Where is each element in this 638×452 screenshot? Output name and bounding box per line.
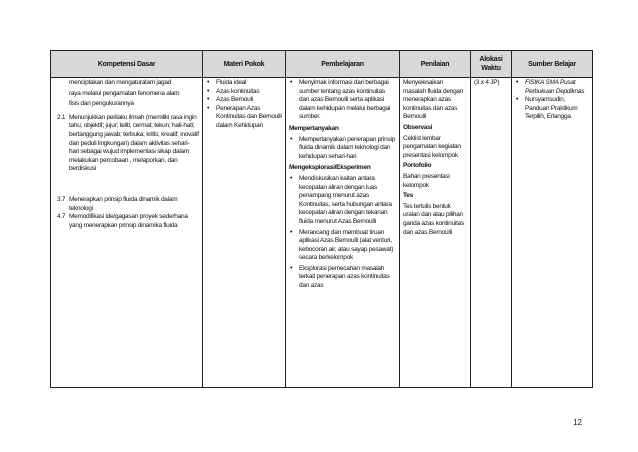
pembelajaran-item: • Menyimak informasi dari berbagai sumber tentang azas kontinuitas dan azas Bernoulli serta aplikasi dalam kehidupan melalui berbagai sumber. — [289, 79, 396, 122]
sumber-text: Nursyamsudin, Panduan Praktikum Terpilih, Erlangga — [525, 96, 578, 121]
kompetensi-continued-line: menciptakan dan mengaturalam jagad — [69, 79, 172, 86]
tes-heading: Tes — [403, 192, 413, 200]
sumber-item — [515, 96, 589, 122]
kompetensi-text: Memodifikasi ide/gagasan proyek sederhana yang menerapkan prinsip dinamika fluida — [69, 213, 188, 229]
content-row — [51, 78, 593, 388]
kompetensi-item — [57, 196, 199, 213]
materi-cell — [203, 78, 286, 388]
header-row — [51, 51, 593, 78]
pembelajaran-cell — [286, 78, 400, 388]
sumber-item — [515, 79, 589, 96]
alokasi-cell — [471, 78, 512, 388]
kompetensi-number: 4.7 — [57, 213, 66, 221]
page-number: 12 — [573, 418, 582, 427]
sumber-list — [515, 79, 589, 122]
header-kompetensi-dasar: Kompetensi Dasar — [51, 51, 203, 78]
materi-item: • Penerapan Azas Kontinuitas dan Bernoulli dalam Kehidupan — [206, 105, 282, 131]
penilaian-intro: Menyelesaikan masalah fluida dengan menerapkan azas kontinuitas dan azas Bernoulli — [403, 79, 464, 121]
materi-item: • Azas kontinuitas — [206, 88, 282, 97]
kompetensi-cell — [51, 78, 203, 388]
materi-item: • Azas Bernouli — [206, 96, 282, 105]
kompetensi-number: 3.7 — [57, 195, 66, 203]
kompetensi-continued-line: fisis dan pengukurannya — [69, 100, 134, 108]
materi-item: • Fluida ideal — [206, 79, 282, 88]
pembelajaran-item: • Mempertanyakan penerapan prinsip fluida dinamik dalam teknologi dan kehidupan sehari-hari — [289, 136, 396, 162]
header-materi-pokok: Materi Pokok — [203, 51, 286, 78]
portofolio-heading: Portofolio — [403, 162, 432, 170]
mempertanyakan-heading: Mempertanyakan — [289, 124, 339, 132]
mempertanyakan-list — [289, 136, 396, 162]
header-alokasi-waktu: Alokasi Waktu — [471, 51, 512, 78]
portofolio-text: Bahan presentasi kelompok — [403, 172, 450, 189]
kompetensi-item — [57, 114, 199, 174]
materi-list — [206, 79, 282, 131]
observasi-heading: Observasi — [403, 123, 433, 131]
kompetensi-number: 2.1 — [57, 113, 66, 121]
kompetensi-text: Menerapkan prinsip fluida dinamik dalam teknologi — [69, 195, 178, 212]
sumber-text: FISIKA SMA Pusat Perbukuan Depdiknas — [525, 79, 585, 95]
header-penilaian: Penilaian — [400, 51, 471, 78]
eksplorasi-list — [289, 175, 396, 291]
header-sumber-belajar: Sumber Belajar — [512, 51, 593, 78]
kompetensi-item — [57, 213, 199, 230]
sumber-cell — [512, 78, 593, 388]
eksplorasi-heading: Mengeksplorasi/Eksperimen — [289, 164, 371, 172]
pembelajaran-item: • Mendiskusikan kaitan antara kecepatan aliran dengan luas penampang menurut azas Kontinuitas, serta hubungan antara kecepatan aliran dengan tekanan fluida menurut Azas Bernoulli — [289, 175, 396, 227]
pembelajaran-item: • Eksplorasi pemecahan masalah terkait penerapan azas kontinuitas dan azas — [289, 265, 396, 291]
penilaian-cell — [400, 78, 471, 388]
kompetensi-continued-line: raya melalui pengamatan fenomena alam — [69, 89, 180, 97]
observasi-text: Ceklist lembar pengamatan kegiatan presentasi kelompok — [403, 134, 461, 159]
tes-text: Tes tertulis bentuk uraian dan atau pilihan ganda azas kontinuitas dan azas Bernoulli — [403, 202, 464, 236]
pembelajaran-item: • Merancang dan membuat tiruan aplikasi Azas Bernoulli (alat venturi, kebocoran air, atau sayap pesawat) secara berkelompok — [289, 229, 396, 263]
kompetensi-text: Menunjukkan perilaku ilmiah (memiliki rasa ingin tahu; objektif; jujur; teliti; cermat; tekun; hati-hati; bertanggung jawab; terbuka; kritis; kreatif; inovatif dan peduli lingkungan) dalam aktivitas sehari-hari sebagai wujud implementasi sikap dalam melakukan percobaan , melaporkan, dan berdiskusi — [69, 113, 199, 173]
syllabus-table — [50, 50, 593, 388]
mengamati-list — [289, 79, 396, 122]
alokasi-value: (3 x 4 JP) — [474, 79, 500, 86]
header-pembelajaran: Pembelajaran — [286, 51, 400, 78]
